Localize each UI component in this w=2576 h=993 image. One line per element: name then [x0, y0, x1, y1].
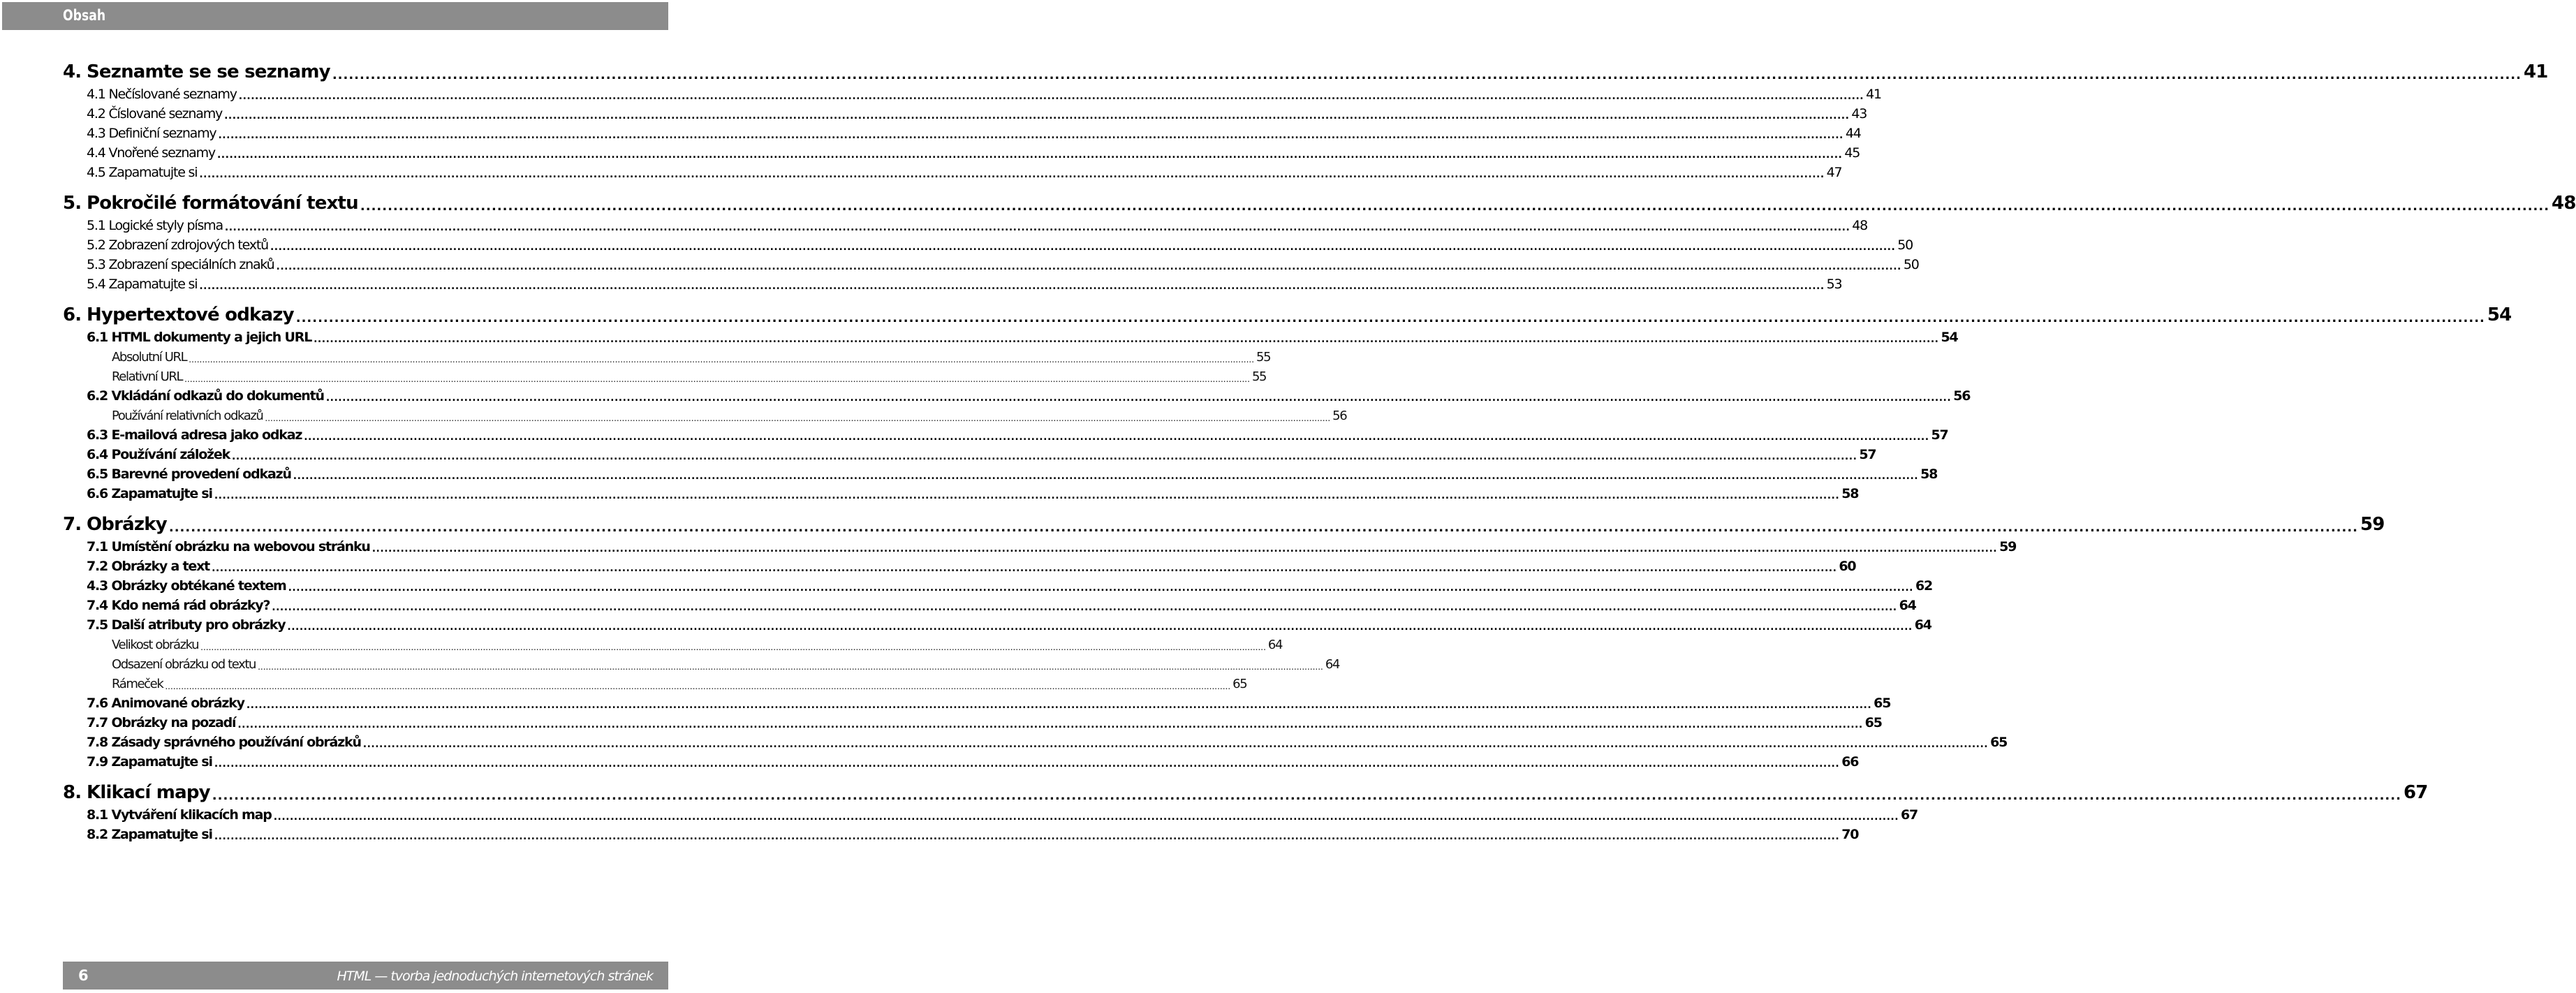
section-title: 7.7 Obrázky na pozadí: [87, 715, 236, 730]
toc-section[interactable]: [63, 482, 1859, 501]
toc-chapter-heading[interactable]: [63, 56, 2548, 82]
toc-subsection[interactable]: [63, 633, 1283, 652]
chapter-page: 67: [2403, 782, 2428, 803]
chapter-title: Hypertextové odkazy: [87, 304, 294, 325]
header-bar: [2, 2, 668, 30]
toc-chapter: [63, 508, 2385, 770]
dot-leader: ................................................................................................................................................................................................................................................................................................................................................................................................................: [272, 602, 1897, 613]
section-title: 5.1 Logické styly písma: [87, 218, 223, 233]
section-title: 7.9 Zapamatujte si: [87, 754, 212, 770]
footer-bar: [63, 962, 668, 990]
table-of-contents: [63, 56, 2576, 849]
toc-section[interactable]: [63, 141, 1860, 161]
chapter-page: 54: [2487, 304, 2512, 325]
dot-leader: ................................................................................................................................................................................................................................................................................................................................................................................................................: [168, 520, 2359, 535]
section-page: 58: [1920, 466, 1938, 482]
dot-leader: ................................................................................................................................................................................................................................................................................................................................................................................................................: [246, 700, 1872, 711]
section-page: 41: [1866, 87, 1881, 102]
dot-leader: ................................................................................................................................................................................................................................................................................................................................................................................................................: [214, 831, 1840, 842]
section-page: 43: [1851, 106, 1867, 122]
dot-leader: ................................................................................................................................................................................................................................................................................................................................................................................................................: [293, 471, 1919, 482]
section-title: 4.3 Obrázky obtékané textem: [87, 578, 286, 594]
toc-section[interactable]: [63, 574, 1932, 594]
dot-leader: ................................................................................................................................................................................................................................................................................................................................................................................................................: [200, 642, 1266, 652]
dot-leader: ................................................................................................................................................................................................................................................................................................................................................................................................................: [270, 242, 1896, 253]
chapter-page: 59: [2360, 514, 2385, 535]
dot-leader: ................................................................................................................................................................................................................................................................................................................................................................................................................: [199, 169, 1825, 180]
toc-section[interactable]: [63, 613, 1931, 633]
dot-leader: ................................................................................................................................................................................................................................................................................................................................................................................................................: [362, 739, 1989, 750]
subsection-page: 55: [1251, 369, 1267, 384]
chapter-page: 48: [2552, 193, 2576, 214]
dot-leader: ................................................................................................................................................................................................................................................................................................................................................................................................................: [212, 788, 2401, 803]
section-title: 7.6 Animované obrázky: [87, 696, 244, 711]
toc-section[interactable]: [63, 554, 1856, 574]
subsection-title: Rámeček: [112, 677, 163, 691]
toc-subsection[interactable]: [63, 652, 1339, 672]
toc-chapter-heading[interactable]: [63, 508, 2385, 535]
section-page: 59: [1999, 539, 2017, 554]
toc-chapter: [63, 56, 2548, 180]
subsection-page: 55: [1256, 350, 1271, 365]
toc-section[interactable]: [63, 594, 1916, 613]
toc-section[interactable]: [63, 102, 1867, 122]
section-title: 6.4 Používání záložek: [87, 447, 230, 462]
section-title: 4.4 Vnořené seznamy: [87, 145, 215, 161]
section-title: 5.3 Zobrazení speciálních znaků: [87, 257, 274, 272]
dot-leader: ................................................................................................................................................................................................................................................................................................................................................................................................................: [184, 374, 1250, 384]
dot-leader: ................................................................................................................................................................................................................................................................................................................................................................................................................: [199, 281, 1825, 292]
toc-chapter-heading[interactable]: [63, 187, 2576, 214]
section-title: 4.5 Zapamatujte si: [87, 165, 198, 180]
toc-section[interactable]: [63, 535, 2017, 554]
section-title: 6.6 Zapamatujte si: [87, 486, 212, 501]
subsection-title: Odsazení obrázku od textu: [112, 657, 256, 672]
toc-section[interactable]: [63, 803, 1918, 823]
dot-leader: ................................................................................................................................................................................................................................................................................................................................................................................................................: [212, 563, 1837, 574]
section-page: 64: [1899, 598, 1916, 613]
section-title: 6.3 E-mailová adresa jako odkaz: [87, 427, 302, 443]
chapter-number: 5.: [63, 193, 82, 214]
section-title: 6.2 Vkládání odkazů do dokumentů: [87, 388, 324, 404]
toc-section[interactable]: [63, 253, 1919, 272]
subsection-title: Relativní URL: [112, 369, 183, 384]
subsection-page: 64: [1325, 657, 1339, 672]
section-page: 47: [1826, 165, 1842, 180]
toc-section[interactable]: [63, 384, 1971, 404]
section-page: 54: [1941, 330, 1958, 345]
dot-leader: ................................................................................................................................................................................................................................................................................................................................................................................................................: [237, 719, 1863, 730]
subsection-title: Absolutní URL: [112, 350, 187, 365]
toc-subsection[interactable]: [63, 365, 1267, 384]
section-page: 67: [1901, 807, 1918, 823]
section-page: 56: [1953, 388, 1971, 404]
dot-leader: ................................................................................................................................................................................................................................................................................................................................................................................................................: [265, 413, 1331, 423]
section-page: 65: [1864, 715, 1882, 730]
section-title: 7.8 Zásady správného používání obrázků: [87, 735, 361, 750]
section-page: 65: [1990, 735, 2008, 750]
dot-leader: ................................................................................................................................................................................................................................................................................................................................................................................................................: [325, 392, 1952, 404]
section-page: 60: [1839, 559, 1856, 574]
section-page: 45: [1844, 145, 1860, 161]
section-page: 70: [1841, 827, 1859, 842]
section-page: 48: [1852, 218, 1868, 233]
dot-leader: ................................................................................................................................................................................................................................................................................................................................................................................................................: [189, 355, 1255, 365]
dot-leader: ................................................................................................................................................................................................................................................................................................................................................................................................................: [165, 682, 1231, 691]
section-title: 8.1 Vytváření klikacích map: [87, 807, 272, 823]
subsection-page: 64: [1267, 638, 1283, 652]
toc-subsection[interactable]: [63, 672, 1247, 691]
toc-chapter-heading[interactable]: [63, 299, 2512, 325]
section-page: 57: [1931, 427, 1948, 443]
dot-leader: ................................................................................................................................................................................................................................................................................................................................................................................................................: [288, 582, 1913, 594]
toc-section[interactable]: [63, 122, 1861, 141]
page-title: Obsah: [63, 7, 106, 24]
toc-section[interactable]: [63, 691, 1891, 711]
dot-leader: ................................................................................................................................................................................................................................................................................................................................................................................................................: [287, 621, 1913, 633]
section-title: 6.5 Barevné provedení odkazů: [87, 466, 291, 482]
toc-chapter: [63, 777, 2428, 842]
toc-section[interactable]: [63, 82, 1881, 102]
section-title: 4.3 Definiční seznamy: [87, 126, 216, 141]
toc-section[interactable]: [63, 750, 1859, 770]
section-page: 58: [1841, 486, 1859, 501]
dot-leader: ................................................................................................................................................................................................................................................................................................................................................................................................................: [295, 311, 2485, 325]
dot-leader: ................................................................................................................................................................................................................................................................................................................................................................................................................: [276, 261, 1901, 272]
subsection-page: 65: [1232, 677, 1247, 691]
toc-section[interactable]: [63, 423, 1948, 443]
chapter-number: 6.: [63, 304, 82, 325]
dot-leader: ................................................................................................................................................................................................................................................................................................................................................................................................................: [232, 451, 1857, 462]
section-page: 64: [1914, 617, 1931, 633]
section-page: 65: [1874, 696, 1891, 711]
section-title: 7.2 Obrázky a text: [87, 559, 210, 574]
toc-section[interactable]: [63, 443, 1876, 462]
chapter-title: Pokročilé formátování textu: [87, 193, 358, 214]
book-title: HTML — tvorba jednoduchých internetových stránek: [337, 969, 653, 984]
dot-leader: ................................................................................................................................................................................................................................................................................................................................................................................................................: [360, 199, 2550, 214]
toc-section[interactable]: [63, 214, 1868, 233]
section-title: 5.2 Zobrazení zdrojových textů: [87, 237, 268, 253]
toc-section[interactable]: [63, 325, 1958, 345]
section-title: 7.4 Kdo nemá rád obrázky?: [87, 598, 270, 613]
section-title: 5.4 Zapamatujte si: [87, 277, 198, 292]
dot-leader: ................................................................................................................................................................................................................................................................................................................................................................................................................: [371, 543, 1998, 554]
subsection-title: Používání relativních odkazů: [112, 409, 263, 423]
chapter-number: 8.: [63, 782, 82, 803]
subsection-title: Velikost obrázku: [112, 638, 199, 652]
toc-subsection[interactable]: [63, 404, 1347, 423]
toc-chapter: [63, 299, 2512, 501]
toc-section[interactable]: [63, 462, 1938, 482]
dot-leader: ................................................................................................................................................................................................................................................................................................................................................................................................................: [224, 110, 1850, 122]
toc-section[interactable]: [63, 823, 1859, 842]
dot-leader: ................................................................................................................................................................................................................................................................................................................................................................................................................: [224, 222, 1850, 233]
toc-section[interactable]: [63, 711, 1882, 730]
section-page: 57: [1859, 447, 1876, 462]
chapter-page: 41: [2523, 61, 2548, 82]
toc-chapter-heading[interactable]: [63, 777, 2428, 803]
toc-section[interactable]: [63, 161, 1842, 180]
toc-section[interactable]: [63, 272, 1842, 292]
dot-leader: ................................................................................................................................................................................................................................................................................................................................................................................................................: [314, 334, 1939, 345]
section-page: 66: [1841, 754, 1859, 770]
page-number: 6: [78, 967, 89, 984]
section-page: 50: [1903, 257, 1919, 272]
toc-chapter: [63, 187, 2576, 292]
subsection-page: 56: [1332, 409, 1347, 423]
toc-subsection[interactable]: [63, 345, 1271, 365]
section-page: 62: [1915, 578, 1932, 594]
section-page: 50: [1897, 237, 1913, 253]
section-title: 7.1 Umístění obrázku na webovou stránku: [87, 539, 370, 554]
section-title: 7.5 Další atributy pro obrázky: [87, 617, 286, 633]
dot-leader: ................................................................................................................................................................................................................................................................................................................................................................................................................: [238, 91, 1864, 102]
dot-leader: ................................................................................................................................................................................................................................................................................................................................................................................................................: [332, 68, 2522, 82]
dot-leader: ................................................................................................................................................................................................................................................................................................................................................................................................................: [214, 490, 1840, 501]
chapter-number: 4.: [63, 61, 82, 82]
toc-section[interactable]: [63, 730, 2008, 750]
dot-leader: ................................................................................................................................................................................................................................................................................................................................................................................................................: [273, 811, 1899, 823]
section-title: 8.2 Zapamatujte si: [87, 827, 212, 842]
toc-section[interactable]: [63, 233, 1913, 253]
chapter-number: 7.: [63, 514, 82, 535]
chapter-title: Obrázky: [87, 514, 167, 535]
section-page: 44: [1845, 126, 1861, 141]
dot-leader: ................................................................................................................................................................................................................................................................................................................................................................................................................: [304, 432, 1929, 443]
section-title: 6.1 HTML dokumenty a jejich URL: [87, 330, 312, 345]
section-title: 4.1 Nečíslované seznamy: [87, 87, 237, 102]
dot-leader: ................................................................................................................................................................................................................................................................................................................................................................................................................: [218, 130, 1843, 141]
chapter-title: Seznamte se se seznamy: [87, 61, 330, 82]
section-page: 53: [1826, 277, 1842, 292]
chapter-title: Klikací mapy: [87, 782, 210, 803]
dot-leader: ................................................................................................................................................................................................................................................................................................................................................................................................................: [216, 149, 1843, 161]
dot-leader: ................................................................................................................................................................................................................................................................................................................................................................................................................: [214, 758, 1840, 770]
dot-leader: ................................................................................................................................................................................................................................................................................................................................................................................................................: [258, 662, 1323, 672]
section-title: 4.2 Číslované seznamy: [87, 106, 223, 122]
